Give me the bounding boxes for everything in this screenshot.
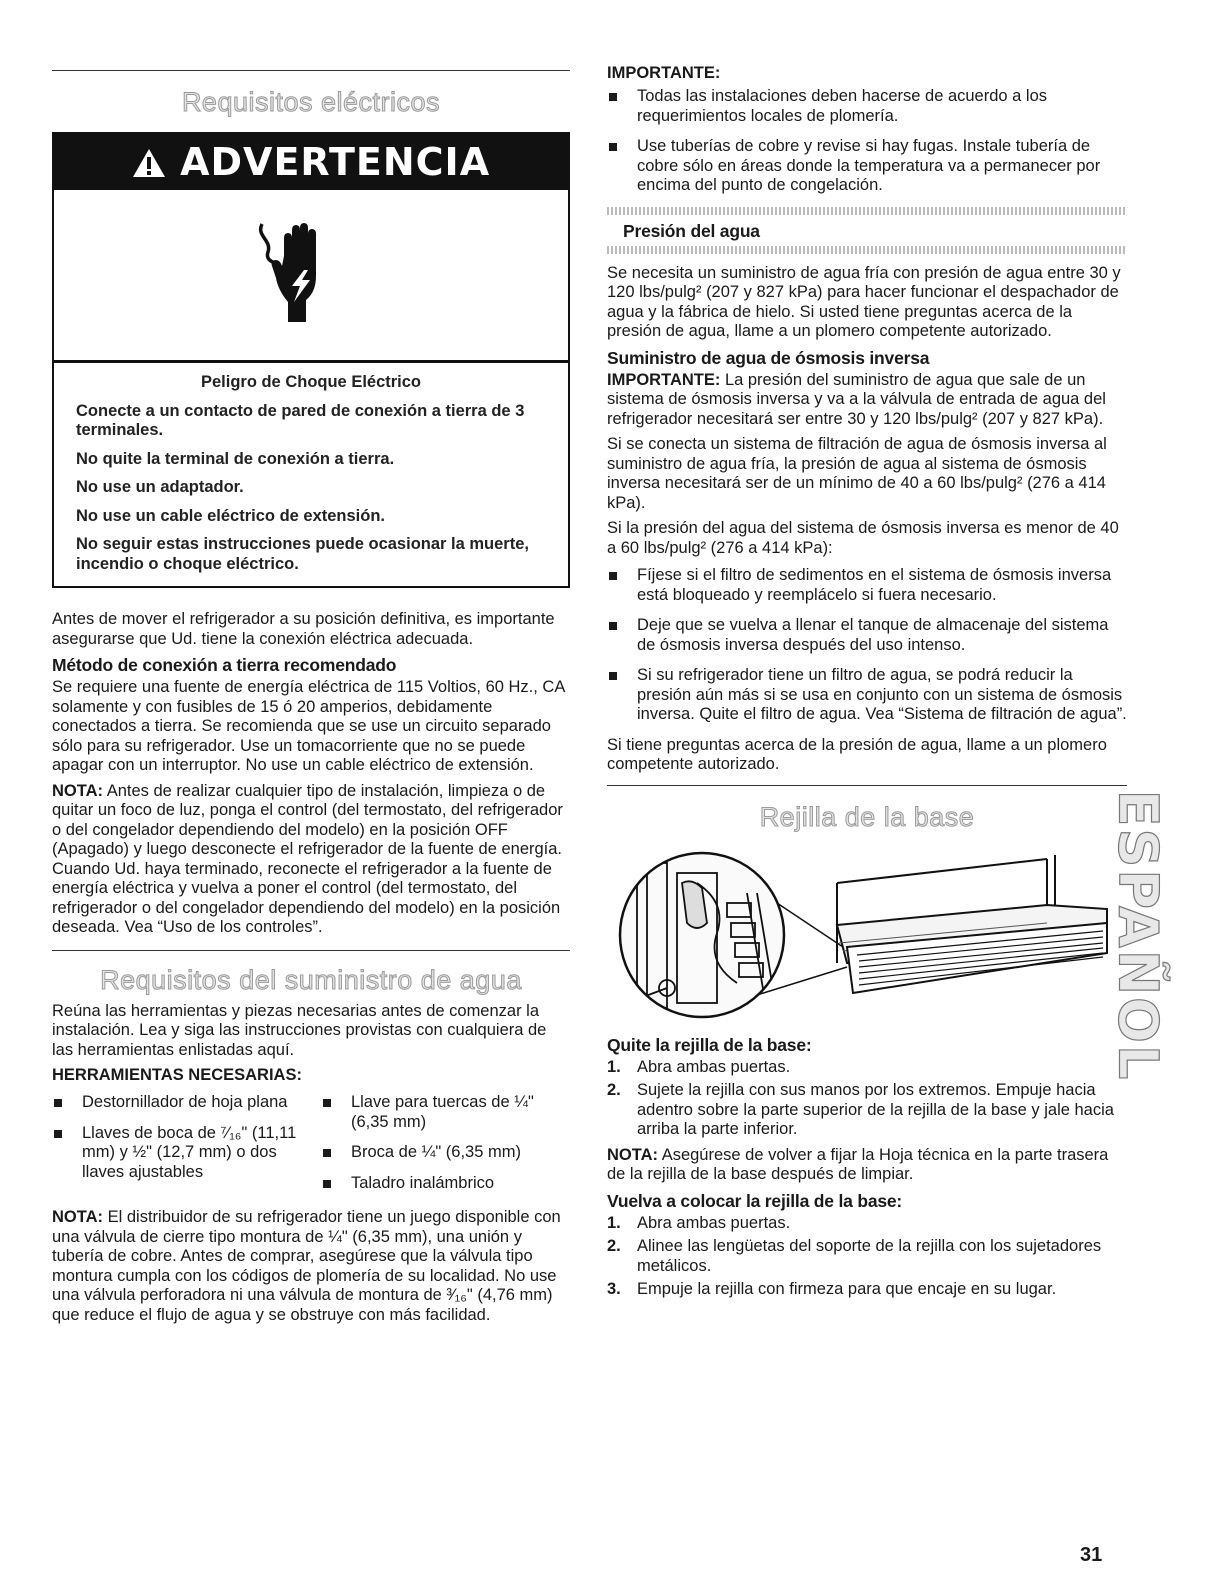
ro-heading: Suministro de agua de ósmosis inversa xyxy=(607,347,930,368)
right-column xyxy=(607,64,1127,1306)
replace-step: 2. Alinee las lengüetas del soporte de la rejilla con los sujetadores metálicos. xyxy=(607,1237,1102,1275)
warning-header xyxy=(54,134,568,190)
note2-text: El distribuidor de su refrigerador tiene un juego disponible con una válvula de cierre tipo montura de ¼" (6,35 mm), una unión y tubería de cobre. Antes de comprar, asegúrese que la válvula tipo montura cumpla con los códigos de plomería de su localidad. No use una válvula perforadora ni una válvula de montura de ³⁄₁₆" (4,76 mm) que reduce el flujo de agua y se obstruye con más facilidad. xyxy=(52,1208,561,1324)
language-side-tab xyxy=(1103,789,1173,1081)
section-title-electrical: Requisitos eléctricos xyxy=(181,87,441,117)
tool-item: Destornillador de hoja plana xyxy=(52,1093,321,1113)
ro-paragraph-3: Si la presión del agua del sistema de ósmosis inversa es menor de 40 a 60 lbs/pulg² (276 a 414 kPa): xyxy=(607,519,1119,557)
pressure-text: Se necesita un suministro de agua fría con presión de agua entre 30 y 120 lbs/pulg² (207 y 827 kPa) para hacer funcionar el despachador de agua y la fábrica de hielo. Si usted tiene preguntas acerca de la presión de agua, llame a un plomero competente autorizado. xyxy=(607,263,1121,340)
rule-grille xyxy=(607,785,1127,786)
warning-line-1: Peligro de Choque Eléctrico xyxy=(200,373,422,391)
replace-step: 3. Empuje la rejilla con firmeza para que encaje en su lugar. xyxy=(607,1280,1057,1298)
tools-list xyxy=(52,1093,570,1204)
ro-important xyxy=(607,371,1127,430)
remove-step: 2. Sujete la rejilla con sus manos por los extremos. Empuje hacia adentro sobre la parte superior de la rejilla de la base y jale hacia arriba la parte inferior. xyxy=(607,1081,1114,1138)
pressure-heading: Presión del agua xyxy=(623,220,760,241)
note3-label: NOTA: xyxy=(607,1145,659,1164)
ro-item: Si su refrigerador tiene un filtro de agua, se podrá reducir la presión aún más si se usa en conjunto con un sistema de ósmosis inversa. Quite el filtro de agua. Vea “Sistema de filtración de agua”. xyxy=(607,666,1127,725)
note3-text: Asegúrese de volver a fijar la Hoja técnica en la parte trasera de la rejilla de la base después de limpiar. xyxy=(607,1145,1109,1183)
rule-water xyxy=(52,950,570,951)
important-heading: IMPORTANTE: xyxy=(607,64,721,82)
note-text: Antes de realizar cualquier tipo de instalación, limpieza o de quitar un foco de luz, ponga el control (del termostato, del refrigerador o del congelador dependiendo del modelo) en la posición OFF (Apagado) y luego desconecte el refrigerador de la fuente de energía. Cuando Ud. haya terminado, reconecte el refrigerador a la fuente de energía eléctrica y vuelva a poner el control (del termostato, del refrigerador o del congelador dependiendo del modelo) en la posición deseada. Vea “Uso de los controles”. xyxy=(52,781,563,936)
important-item: Use tuberías de cobre y revise si hay fugas. Instale tubería de cobre sólo en áreas donde la temperatura va a permanecer por encima del punto de congelación. xyxy=(607,137,1127,196)
tools-heading: HERRAMIENTAS NECESARIAS: xyxy=(52,1066,302,1084)
tool-item: Llaves de boca de ⁷⁄₁₆" (11,11 mm) y ½" (12,7 mm) o dos llaves ajustables xyxy=(52,1124,321,1183)
warning-triangle-icon xyxy=(132,140,180,184)
warning-line-5: No use un cable eléctrico de extensión. xyxy=(76,506,386,525)
replace-step: 1. Abra ambas puertas. xyxy=(607,1213,791,1232)
remove-heading: Quite la rejilla de la base: xyxy=(607,1034,812,1055)
section-title-grille: Rejilla de la base xyxy=(759,801,975,832)
electric-shock-hand-icon xyxy=(254,218,344,328)
note-grille xyxy=(607,1146,1127,1185)
ro-item: Deje que se vuelva a llenar el tanque de almacenaje del sistema de ósmosis inversa después del uso intenso. xyxy=(607,616,1127,655)
divider-dotted xyxy=(607,207,1127,215)
replace-heading: Vuelva a colocar la rejilla de la base: xyxy=(607,1190,903,1211)
warning-icon-area xyxy=(54,190,568,363)
page-number: 31 xyxy=(1080,1544,1103,1566)
base-grille-illustration xyxy=(607,843,1127,1023)
grounding-heading: Método de conexión a tierra recomendado xyxy=(52,655,397,675)
note-electrical xyxy=(52,782,570,938)
section-title-water: Requisitos del suministro de agua xyxy=(100,964,522,995)
warning-line-2: Conecte a un contacto de pared de conexión a tierra de 3 terminales. xyxy=(76,401,525,439)
top-rule-left xyxy=(52,70,570,71)
tool-item: Taladro inalámbrico xyxy=(321,1174,570,1194)
ro-item: Fíjese si el filtro de sedimentos en el sistema de ósmosis inversa está bloqueado y reemplácelo si fuera necesario. xyxy=(607,566,1127,605)
note-label: NOTA: xyxy=(52,781,104,800)
ro-paragraph-2: Si se conecta un sistema de filtración de agua de ósmosis inversa al suministro de agua fría, la presión de agua al sistema de ósmosis inversa necesitará ser de un mínimo de 40 a 60 lbs/pulg² (276 a 414 kPa). xyxy=(607,435,1107,512)
note2-label: NOTA: xyxy=(52,1208,104,1226)
ro-important-text: La presión del suministro de agua que sale de un sistema de ósmosis inversa y va a la válvula de entrada de agua del refrigerador necesitará ser entre 30 y 120 lbs/pulg² (207 y 827 kPa). xyxy=(607,370,1106,428)
language-label: ESPAÑOL xyxy=(1106,789,1170,1081)
warning-line-3: No quite la terminal de conexión a tierra. xyxy=(76,449,395,468)
electrical-intro: Antes de mover el refrigerador a su posición definitiva, es importante asegurarse que Ud. tiene la conexión eléctrica adecuada. xyxy=(52,610,555,648)
left-column xyxy=(52,70,570,1331)
tool-item: Llave para tuercas de ¼" (6,35 mm) xyxy=(321,1093,570,1132)
important-item: Todas las instalaciones deben hacerse de acuerdo a los requerimientos locales de plomería. xyxy=(607,87,1127,126)
grounding-text: Se requiere una fuente de energía eléctrica de 115 Voltios, 60 Hz., CA solamente y con fusibles de 15 ó 20 amperios, debidamente conectados a tierra. Se recomienda que se use un circuito separado sólo para su refrigerador. Use un tomacorriente que no se puede apagar con un interruptor. No use un cable eléctrico de extensión. xyxy=(52,678,565,774)
note-kit xyxy=(52,1208,570,1325)
tool-item: Broca de ¼" (6,35 mm) xyxy=(321,1143,570,1163)
ro-important-label: IMPORTANTE: xyxy=(607,370,721,389)
warning-line-6: No seguir estas instrucciones puede ocasionar la muerte, incendio o choque eléctrico. xyxy=(76,535,529,573)
ro-paragraph-4: Si tiene preguntas acerca de la presión de agua, llame a un plomero competente autorizado. xyxy=(607,735,1107,773)
remove-step: 1. Abra ambas puertas. xyxy=(607,1057,791,1076)
warning-text xyxy=(54,363,568,586)
warning-box xyxy=(52,132,570,588)
warning-line-4: No use un adaptador. xyxy=(76,478,244,496)
water-intro: Reúna las herramientas y piezas necesarias antes de comenzar la instalación. Lea y siga las instrucciones provistas con cualquiera de las herramientas enlistadas aquí. xyxy=(52,1001,547,1059)
divider-dotted xyxy=(607,246,1127,254)
warning-title: ADVERTENCIA xyxy=(180,140,491,184)
